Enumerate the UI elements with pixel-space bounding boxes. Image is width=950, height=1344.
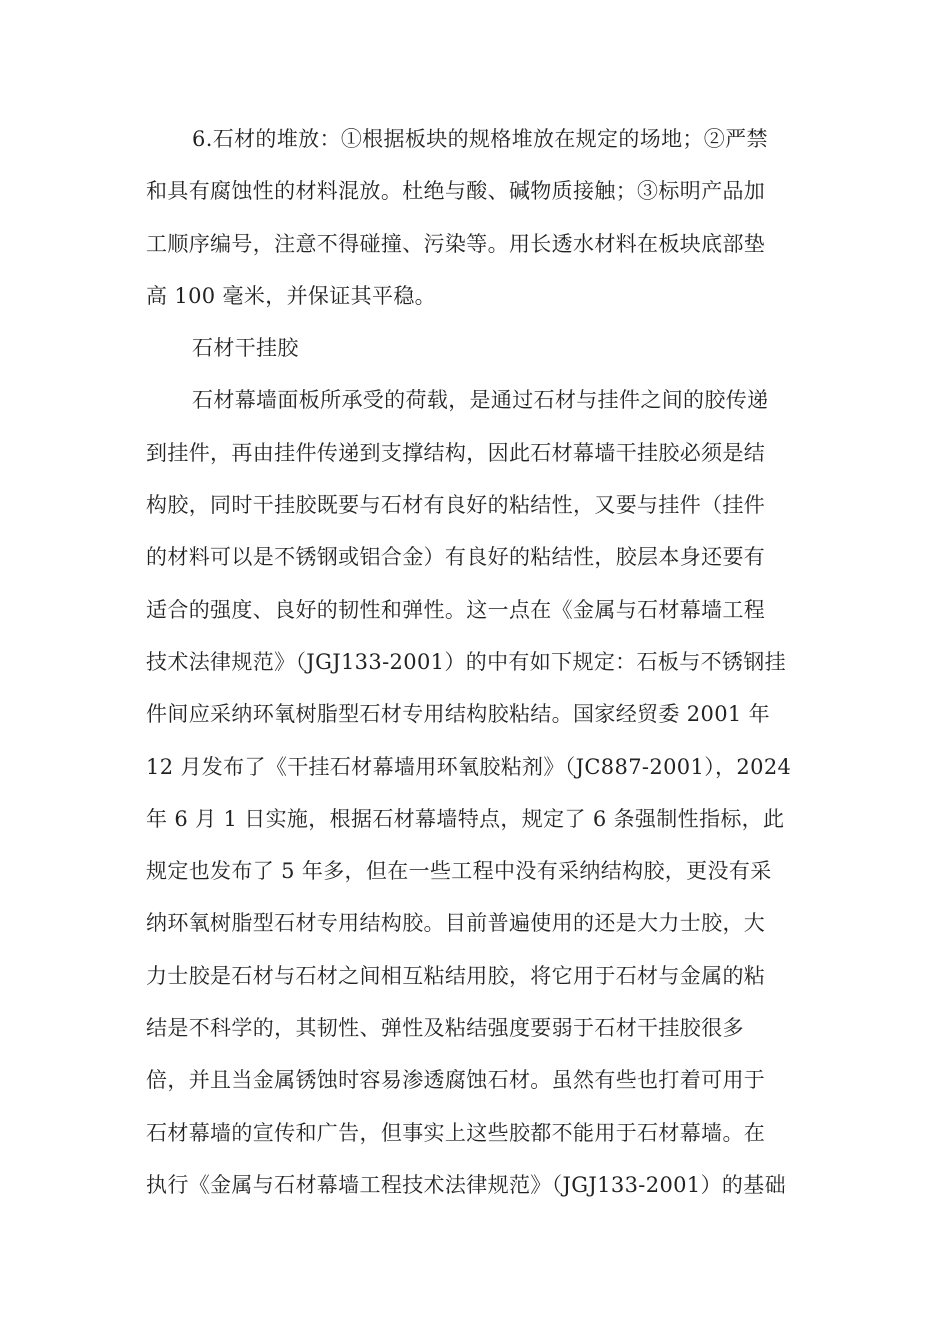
- document-body: [146, 113, 806, 1211]
- text-line: 规定也发布了 5 年多，但在一些工程中没有采纳结构胶，更没有采: [146, 859, 772, 884]
- text-line: 12 月发布了《干挂石材幕墙用环氧胶粘剂》（JC887-2001），2024: [146, 754, 792, 779]
- text-line: 工顺序编号，注意不得碰撞、污染等。用长透水材料在板块底部垫: [146, 231, 766, 256]
- text-line: 石材幕墙的宣传和广告，但事实上这些胶都不能用于石材幕墙。在: [146, 1120, 766, 1145]
- text-line: 到挂件，再由挂件传递到支撑结构，因此石材幕墙干挂胶必须是结: [146, 440, 766, 465]
- paragraph-adhesive-intro: 石材幕墙面板所承受的荷载，是通过石材与挂件之间的胶传递: [192, 388, 769, 413]
- text-line: 和具有腐蚀性的材料混放。杜绝与酸、碱物质接触；③标明产品加: [146, 179, 766, 204]
- text-line: 适合的强度、良好的韧性和弹性。这一点在《金属与石材幕墙工程: [146, 597, 766, 622]
- text-line: 件间应采纳环氧树脂型石材专用结构胶粘结。国家经贸委 2001 年: [146, 702, 770, 727]
- text-line: 执行《金属与石材幕墙工程技术法律规范》（JGJ133-2001）的基础: [146, 1172, 786, 1197]
- paragraph-stone-storage: 6.石材的堆放：①根据板块的规格堆放在规定的场地；②严禁: [192, 127, 768, 151]
- text-line: 纳环氧树脂型石材专用结构胶。目前普遍使用的还是大力士胶，大: [146, 911, 766, 936]
- text-line: 倍，并且当金属锈蚀时容易渗透腐蚀石材。虽然有些也打着可用于: [146, 1068, 766, 1093]
- text-line: 高 100 毫米，并保证其平稳。: [146, 283, 437, 308]
- text-line: 年 6 月 1 日实施，根据石材幕墙特点，规定了 6 条强制性指标，此: [146, 806, 785, 831]
- text-line: 力士胶是石材与石材之间相互粘结用胶，将它用于石材与金属的粘: [146, 963, 766, 988]
- section-heading-stone-adhesive: 石材干挂胶: [192, 336, 299, 361]
- text-line: 结是不科学的，其韧性、弹性及粘结强度要弱于石材干挂胶很多: [146, 1016, 744, 1041]
- text-line: 的材料可以是不锈钢或铝合金）有良好的粘结性，胶层本身还要有: [146, 545, 766, 570]
- text-line: 构胶，同时干挂胶既要与石材有良好的粘结性，又要与挂件（挂件: [146, 493, 766, 518]
- text-line: 技术法律规范》（JGJ133-2001）的中有如下规定：石板与不锈钢挂: [146, 649, 786, 674]
